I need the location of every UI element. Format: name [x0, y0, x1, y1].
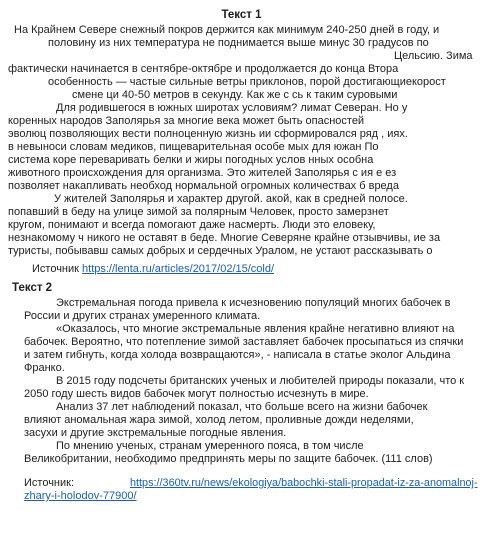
text2-source-link[interactable]: [130, 477, 478, 490]
text1-line: смене ци 40-50 метров в секунду. Как же с сь к таким суровыми: [72, 89, 398, 101]
text1-line: незнакомому ч никого не оставят в беде. Многие Северяне крайне отзывчивы, ие за: [8, 232, 441, 244]
text1-title: Текст 1: [221, 9, 262, 21]
text2-line: влияют аномальная жара зимой, холод летом, проливные дожди неделями,: [24, 414, 414, 426]
text2-line: России и других странах умеренного климата.: [24, 310, 261, 322]
text1-line: У жителей Заполярья и характер другой. акой, как в средней полосе.: [54, 193, 408, 205]
text2-line: По мнению ученых, странам умеренного пояса, в том числе: [56, 440, 364, 452]
text1-line: кругом, понимают и всегда помогают даже насмерть. Люди это еловеку,: [8, 219, 376, 231]
text1-line: особенность — частые сильные ветры приклонов, порой достигающиекорост: [48, 76, 446, 88]
text1-source-label: Источник: [32, 263, 79, 275]
text2-source-label: Источник:: [24, 477, 75, 489]
text2-line: Анализ 37 лет наблюдений показал, что больше всего на жизни бабочек: [56, 401, 428, 413]
text2-line: бабочек. Вероятно, что потепление зимой заставляет бабочек просыпаться из спячки: [24, 336, 464, 348]
text2-line: Экстремальная погода привела к исчезновению популяций многих бабочек в: [56, 297, 451, 309]
text2-source-link-continued[interactable]: [24, 490, 137, 503]
text2-line: Великобритании, необходимо предпринять меры по защите бабочек. (111 слов): [24, 453, 433, 465]
text1-line: позволяет накапливать необход нормальной огромных количествах б вреда: [8, 180, 399, 192]
text1-line: в невыноси словам медиков, пищеварительная особе мых для южан По: [8, 141, 379, 153]
text2-line: и затем гибнуть, когда холода возвращаются», - написала в статье эколог Альдина: [24, 349, 451, 361]
text2-title: Текст 2: [12, 282, 53, 294]
text2-line: засухи и другие экстремальные погодные явления.: [24, 427, 287, 439]
text1-line: система коре переваривать белки и жиры погодных услов нных особна: [8, 154, 374, 166]
text1-line: фактически начинается в сентябре-октябре и продолжается до конца Втора: [8, 63, 399, 75]
text1-source: [32, 263, 274, 276]
text2-source-link-line2[interactable]: zhary-i-holodov-77900/: [24, 490, 137, 502]
text1-line: Для родившегося в южных широтах условиям? лимат Северан. Но у: [56, 102, 408, 114]
text1-line: туристы, побывавш самых добрых и сердечных Уралом, не устают рассказывать о: [8, 245, 433, 257]
text1-source-link[interactable]: https://lenta.ru/articles/2017/02/15/cold/: [82, 263, 275, 275]
text1-line: животного происхождения для организма. Это жителей Заполярья с ия е ез: [8, 167, 397, 179]
text1-line: коренных народов Заполярья за многие века может быть опасностей: [8, 115, 365, 127]
text2-line: В 2015 году подсчеты британских ученых и любителей природы показали, что к: [56, 375, 465, 387]
text1-line: эволюц позволяющих вести полноценную жизнь ии сформировался ряд , иях.: [8, 128, 408, 140]
text1-line: попавший в беду на улице зимой за полярным Человек, просто замерзнет: [8, 206, 389, 218]
text2-line: Франко.: [24, 362, 65, 374]
text1-line: половину из них температура не поднимается выше минус 30 градусов по: [48, 37, 429, 49]
text2-line: 2050 году шесть видов бабочек могут полностью исчезнуть в мире.: [24, 388, 369, 400]
text2-source-link-line1[interactable]: https://360tv.ru/news/ekologiya/babochki-stali-propadat-iz-za-anomalnoj-: [130, 477, 478, 489]
text1-line: Цельсию. Зима: [394, 50, 473, 62]
text1-line: На Крайнем Севере снежный покров держится как минимум 240-250 дней в году, и: [14, 24, 440, 36]
text2-line: «Оказалось, что многие экстремальные явления крайне негативно влияют на: [56, 323, 455, 335]
